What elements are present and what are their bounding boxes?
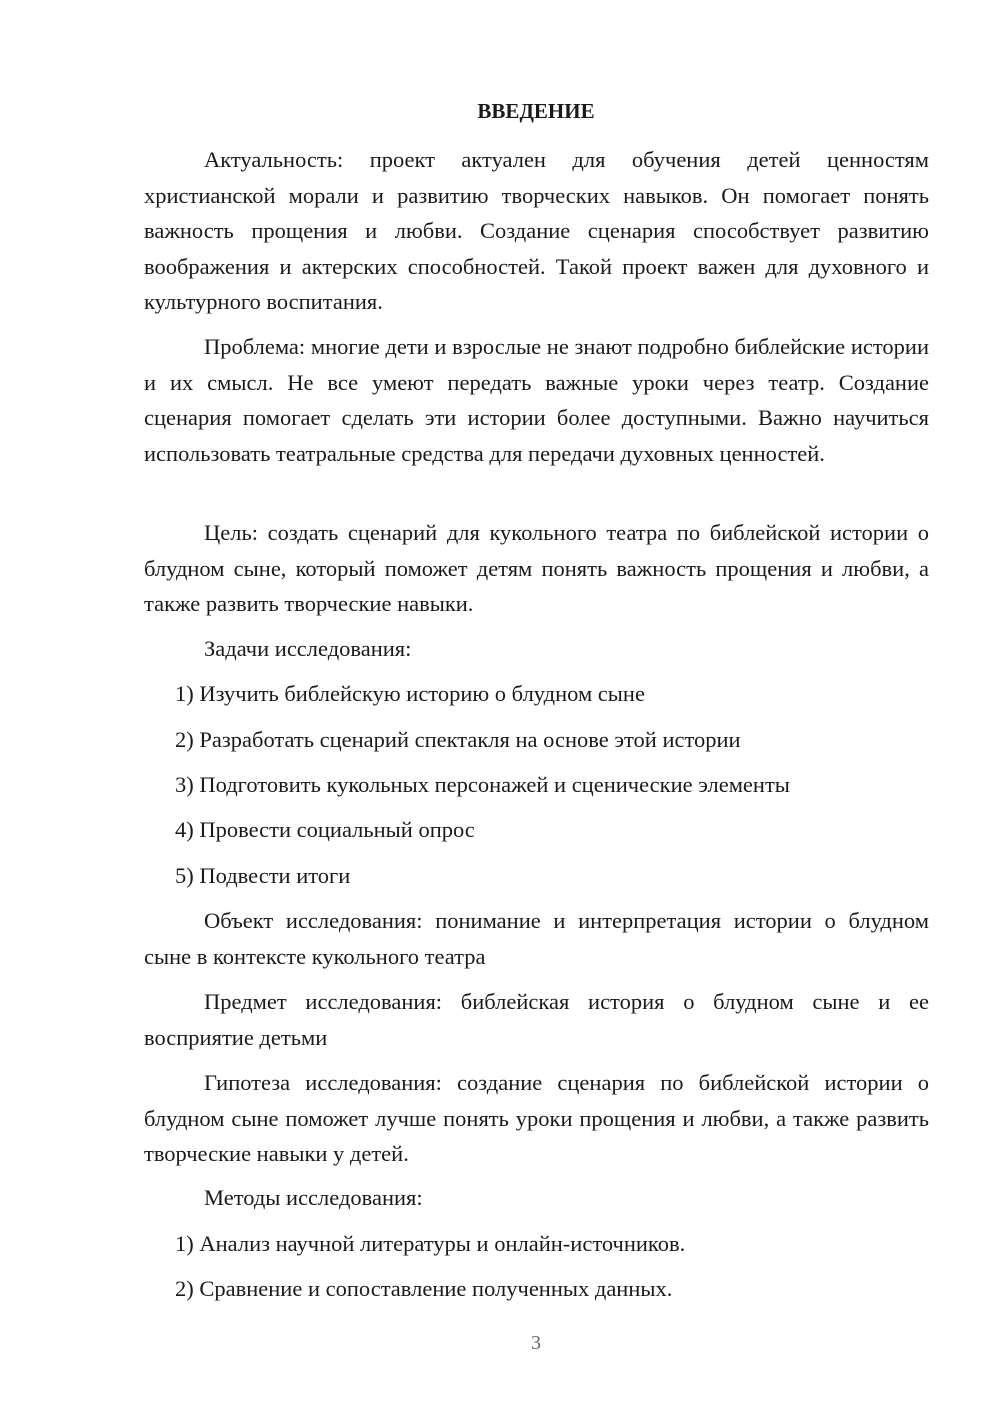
section-heading: ВВЕДЕНИЕ	[477, 99, 595, 123]
paragraph-goal: Цель: создать сценарий для кукольного театра по библейской истории о блудном сыне, который поможет детям понять важность прощения и любви, а также развить творческие навыки.	[144, 520, 929, 616]
method-item-2: 2) Сравнение и сопоставление полученных данных.	[175, 1276, 673, 1301]
task-item-5: 5) Подвести итоги	[175, 863, 351, 888]
page-number: 3	[531, 1332, 541, 1354]
paragraph-problem: Проблема: многие дети и взрослые не знают подробно библейские истории и их смысл. Не все умеют передать важные уроки через театр. Создание сценария помогает сделать эти истории более доступными. Важно научиться использовать театральные средства для передачи духовных ценностей.	[144, 334, 929, 466]
paragraph-hypothesis: Гипотеза исследования: создание сценария по библейской истории о блудном сыне поможет лучше понять уроки прощения и любви, а также развить творческие навыки у детей.	[144, 1070, 929, 1166]
task-item-4: 4) Провести социальный опрос	[175, 817, 475, 842]
tasks-label: Задачи исследования:	[204, 636, 412, 661]
method-item-1: 1) Анализ научной литературы и онлайн-источников.	[175, 1231, 686, 1256]
task-item-1: 1) Изучить библейскую историю о блудном сыне	[175, 681, 645, 706]
methods-label: Методы исследования:	[204, 1185, 423, 1210]
paragraph-subject: Предмет исследования: библейская история о блудном сыне и ее восприятие детьми	[144, 989, 929, 1050]
task-item-3: 3) Подготовить кукольных персонажей и сценические элементы	[175, 772, 790, 797]
paragraph-object: Объект исследования: понимание и интерпретация истории о блудном сыне в контексте кукольного театра	[144, 908, 929, 969]
paragraph-relevance: Актуальность: проект актуален для обучения детей ценностям христианской морали и развитию творческих навыков. Он помогает понять важность прощения и любви. Создание сценария способствует развитию воображения и актерских способностей. Такой проект важен для духовного и культурного воспитания.	[144, 147, 929, 314]
task-item-2: 2) Разработать сценарий спектакля на основе этой истории	[175, 727, 741, 752]
